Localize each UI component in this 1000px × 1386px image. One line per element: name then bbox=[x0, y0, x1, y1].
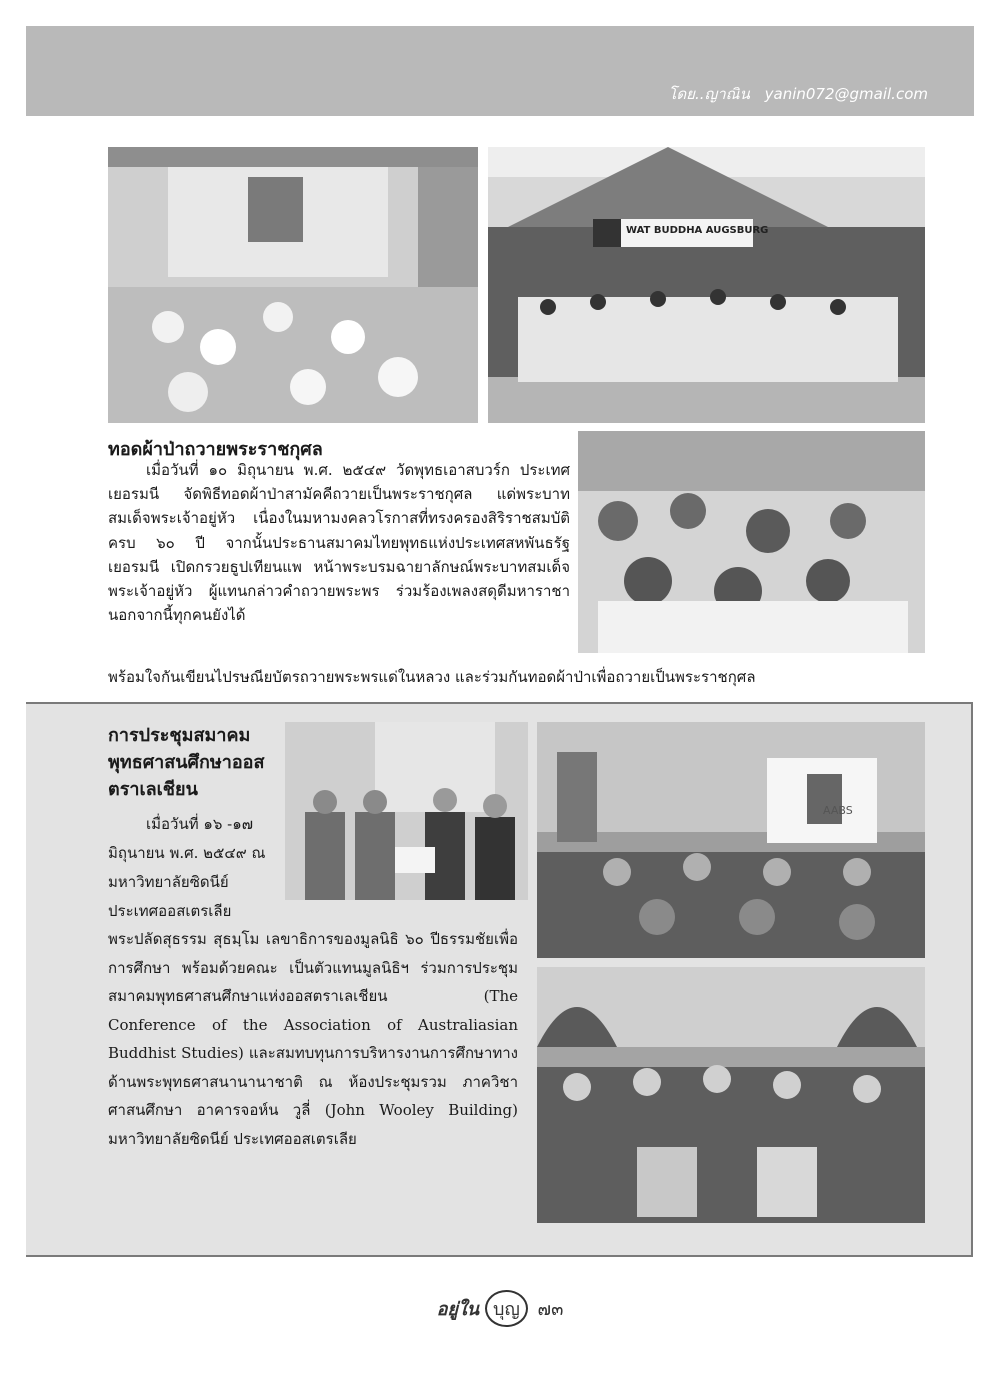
footer-logo-text: อยู่ใน bbox=[436, 1299, 480, 1320]
page-number: ๗๓ bbox=[537, 1299, 564, 1320]
section2-body: พระปลัดสุธรรม สุธมฺโม เลขาธิการของมูลนิธิ ๖๐ ปีธรรมชัยเพื่อการศึกษา พร้อมด้วยคณะ เป็นตัวแทนมูลนิธิฯ ร่วมการประชุมสมาคมพุทธศาสนศึกษาแห่งออสตราเลเชียน (The Conference of the Association of Australiasian Buddhist Studies) และสมทบทุนการบริหารงานการศึกษาทางด้านพระพุทธศาสนานานาชาติ ณ ห้องประชุมรวม ภาควิชาศาสนศึกษา อาคารจอห์น วูลี่ (John Wooley Building) มหาวิทยาลัยซิดนีย์ ประเทศออสเตรเลีย bbox=[108, 930, 518, 1148]
footer-logo-circle: บุญ bbox=[485, 1290, 528, 1327]
photo-seated-group bbox=[578, 431, 925, 653]
author-email: yanin072@gmail.com bbox=[764, 85, 928, 103]
photo-audience bbox=[537, 967, 925, 1223]
temple-sign: WAT BUDDHA AUGSBURG bbox=[626, 225, 769, 236]
section1-last-line: พร้อมใจกันเขียนไปรษณียบัตรถวายพระพรแด่ในหลวง และร่วมกันทอดผ้าป่าเพื่อถวายเป็นพระราชกุศล bbox=[108, 668, 756, 686]
byline bbox=[668, 82, 928, 106]
section2-intro: เมื่อวันที่ ๑๖ -๑๗ มิถุนายน พ.ศ. ๒๕๔๙ ณ มหาวิทยาลัยซิดนีย์ ประเทศออสเตรเลีย bbox=[108, 815, 266, 920]
screen-text: AABS bbox=[823, 804, 853, 817]
photo-meditation-hall bbox=[108, 147, 478, 423]
section1-heading: ทอดผ้าป่าถวายพระราชกุศล bbox=[108, 439, 323, 460]
photo-lecture-hall bbox=[537, 722, 925, 958]
section1-body: เมื่อวันที่ ๑๐ มิถุนายน พ.ศ. ๒๕๔๙ วัดพุทธเอาสบวร์ก ประเทศเยอรมนี จัดพิธีทอดผ้าป่าสามัคคีถวายเป็นพระราชกุศล แด่พระบาทสมเด็จพระเจ้าอยู่หัว เนื่องในมหามงคลวโรกาสที่ทรงครองสิริราชสมบัติครบ ๖๐ ปี จากนั้นประธานสมาคมไทยพุทธแห่งประเทศสหพันธรัฐเยอรมนี เปิดกรวยธูปเทียนแพ หน้าพระบรมฉายาลักษณ์พระบาทสมเด็จพระเจ้าอยู่หัว ผู้แทนกล่าวคำถวายพระพร ร่วมร้องเพลงสดุดีมหาราชา นอกจากนี้ทุกคนยังได้ bbox=[108, 461, 570, 625]
author-name: โดย..ญาณิน bbox=[668, 85, 750, 103]
header-band bbox=[26, 26, 974, 116]
photo-certificate bbox=[285, 722, 528, 900]
section2-heading: การประชุมสมาคมพุทธศาสนศึกษาออสตราเลเชียน bbox=[108, 725, 265, 800]
footer bbox=[0, 1290, 1000, 1327]
photo-temple-group bbox=[488, 147, 925, 423]
